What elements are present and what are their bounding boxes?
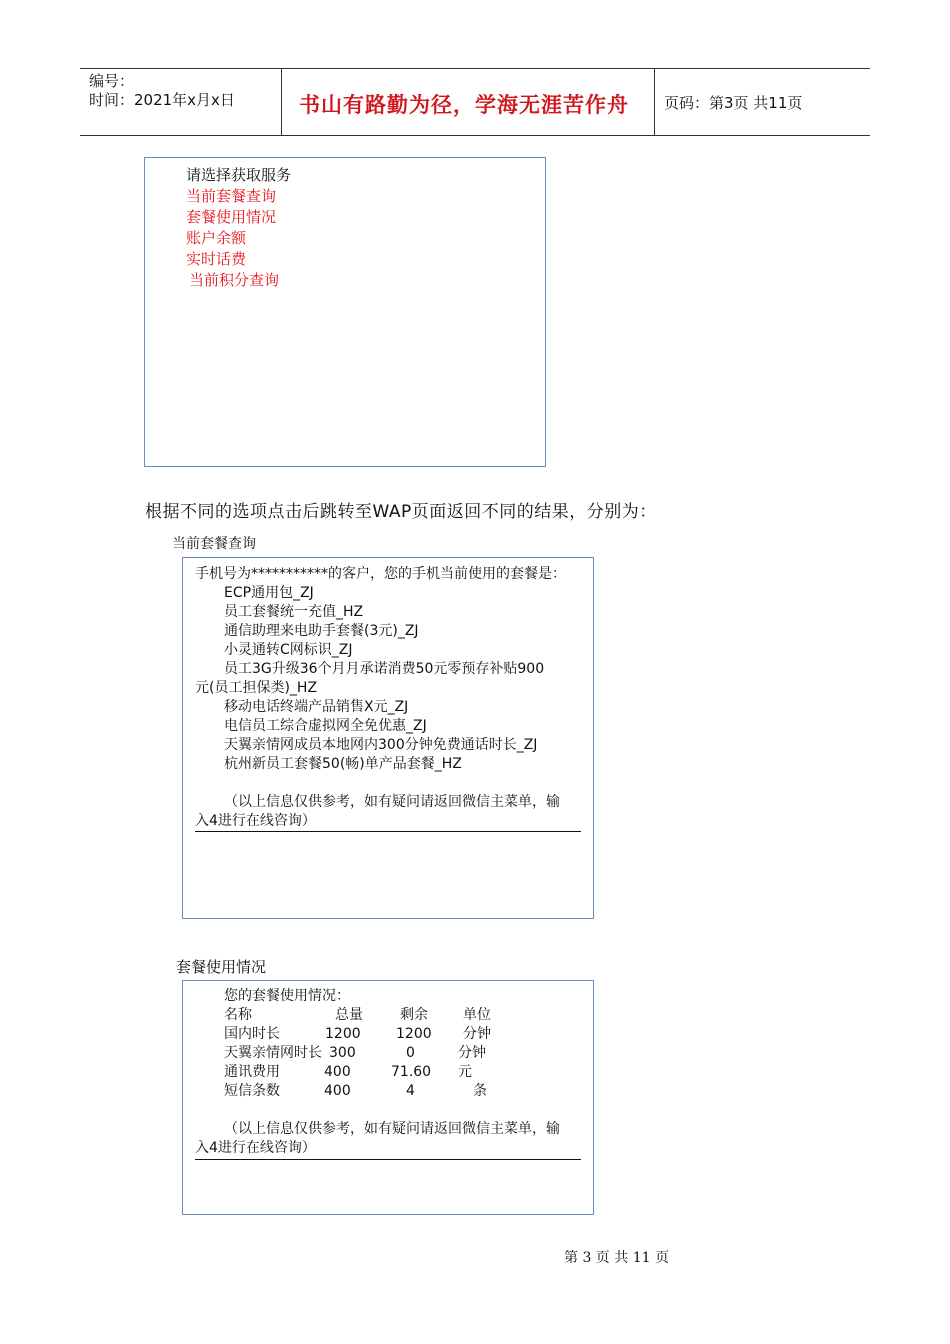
usage-cell-total: 300	[329, 1045, 356, 1061]
usage-header-name: 名称	[224, 1007, 252, 1023]
usage-note-line1: （以上信息仅供参考，如有疑问请返回微信主菜单，输	[224, 1121, 560, 1137]
page-info: 页码：第3页 共11页	[664, 94, 803, 112]
section2-caption: 套餐使用情况	[176, 958, 267, 976]
plan-note-line2: 入4进行在线咨询）	[195, 813, 316, 829]
usage-cell-unit: 分钟	[458, 1045, 486, 1061]
header-divider-right	[654, 68, 655, 136]
menu-option-balance[interactable]: 账户余额	[186, 229, 247, 247]
plan-item: ECP通用包_ZJ	[224, 585, 314, 601]
service-menu-box	[144, 157, 546, 467]
usage-cell-unit: 分钟	[463, 1026, 491, 1042]
lead-text: 根据不同的选项点击后跳转至WAP页面返回不同的结果，分别为：	[145, 502, 657, 522]
header-motto: 书山有路勤为径，学海无涯苦作舟	[299, 93, 629, 117]
usage-cell-name: 短信条数	[224, 1083, 280, 1099]
usage-cell-total: 400	[324, 1083, 351, 1099]
plan-item: 移动电话终端产品销售X元_ZJ	[224, 699, 409, 715]
page-footer: 第 3 页 共 11 页	[564, 1250, 669, 1266]
usage-cell-remaining: 0	[406, 1045, 415, 1061]
plan-intro: 手机号为***********的客户，您的手机当前使用的套餐是：	[195, 566, 566, 582]
plan-item: 通信助理来电助手套餐(3元)_ZJ	[224, 623, 419, 639]
plan-item: 小灵通转C网标识_ZJ	[224, 642, 353, 658]
usage-intro: 您的套餐使用情况：	[224, 988, 350, 1004]
usage-header-total: 总量	[335, 1007, 363, 1023]
section1-caption: 当前套餐查询	[172, 536, 256, 552]
date-label: 时间：2021年x月x日	[89, 91, 235, 109]
plan-item: 员工套餐统一充值_HZ	[224, 604, 364, 620]
usage-header-unit: 单位	[463, 1007, 491, 1023]
header-bottom-rule	[80, 135, 870, 136]
plan-item: 杭州新员工套餐50(畅)单产品套餐_HZ	[224, 756, 462, 772]
header-top-rule	[80, 68, 870, 69]
usage-note-underline	[195, 1159, 581, 1160]
plan-usage-result-box	[182, 980, 594, 1215]
menu-option-realtime-fee[interactable]: 实时话费	[186, 250, 247, 268]
usage-cell-name: 天翼亲情网时长	[224, 1045, 322, 1061]
usage-cell-unit: 元	[458, 1064, 472, 1080]
usage-cell-total: 400	[324, 1064, 351, 1080]
menu-option-plan-usage[interactable]: 套餐使用情况	[186, 208, 277, 226]
serial-label: 编号：	[89, 72, 135, 90]
usage-cell-total: 1200	[325, 1026, 361, 1042]
menu-option-plan-query[interactable]: 当前套餐查询	[186, 187, 277, 205]
header-divider-left	[281, 68, 282, 136]
plan-item: 电信员工综合虚拟网全免优惠_ZJ	[224, 718, 427, 734]
menu-option-points-query[interactable]: 当前积分查询	[189, 271, 280, 289]
usage-cell-remaining: 4	[406, 1083, 415, 1099]
usage-cell-remaining: 71.60	[391, 1064, 432, 1080]
menu-title: 请选择获取服务	[186, 166, 292, 184]
usage-cell-name: 通讯费用	[224, 1064, 280, 1080]
plan-note-line1: （以上信息仅供参考，如有疑问请返回微信主菜单，输	[224, 794, 560, 810]
usage-header-remaining: 剩余	[400, 1007, 428, 1023]
plan-query-result-box	[182, 557, 594, 919]
usage-note-line2: 入4进行在线咨询）	[195, 1140, 316, 1156]
plan-note-underline	[195, 831, 581, 832]
usage-cell-unit: 条	[473, 1083, 487, 1099]
usage-cell-name: 国内时长	[224, 1026, 280, 1042]
plan-item: 天翼亲情网成员本地网内300分钟免费通话时长_ZJ	[224, 737, 538, 753]
plan-item-continued: 元(员工担保类)_HZ	[195, 680, 318, 696]
plan-item: 员工3G升级36个月月承诺消费50元零预存补贴900	[224, 661, 545, 677]
usage-cell-remaining: 1200	[396, 1026, 432, 1042]
